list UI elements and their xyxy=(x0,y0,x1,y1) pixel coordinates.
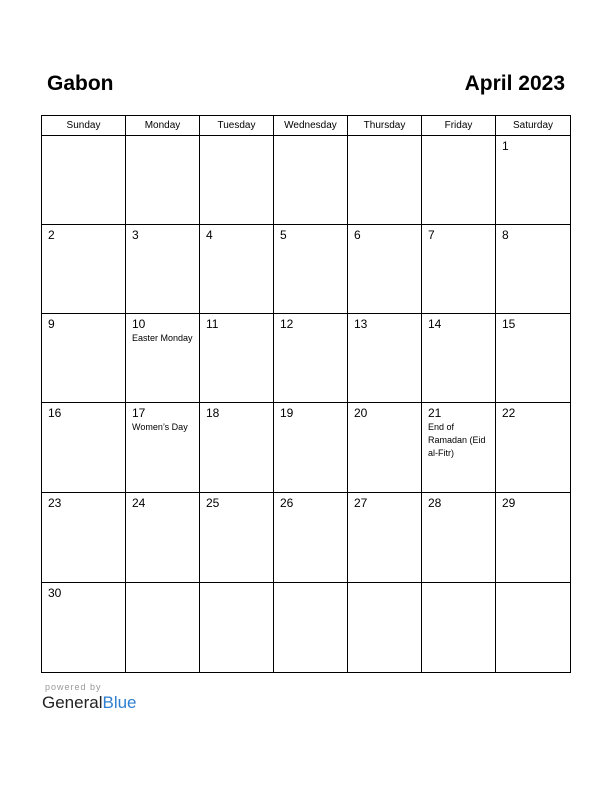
day-number: 13 xyxy=(354,317,368,331)
weekday-header-sunday: Sunday xyxy=(41,115,126,136)
day-cell xyxy=(274,583,348,673)
day-cell xyxy=(422,583,496,673)
day-number: 5 xyxy=(280,228,287,242)
day-number: 2 xyxy=(48,228,55,242)
day-number: 30 xyxy=(48,586,62,600)
day-number: 10 xyxy=(132,317,146,331)
day-cell xyxy=(126,583,200,673)
day-cell xyxy=(274,314,348,403)
day-number: 24 xyxy=(132,496,146,510)
day-cell xyxy=(41,136,126,225)
generalblue-logo xyxy=(42,693,137,713)
country-title: Gabon xyxy=(47,72,114,95)
day-cell xyxy=(496,136,571,225)
day-number: 26 xyxy=(280,496,294,510)
day-cell xyxy=(126,403,200,493)
day-cell xyxy=(422,403,496,493)
day-cell xyxy=(126,314,200,403)
day-number: 14 xyxy=(428,317,442,331)
day-number: 7 xyxy=(428,228,435,242)
day-number: 4 xyxy=(206,228,213,242)
day-cell xyxy=(348,314,422,403)
day-cell xyxy=(348,136,422,225)
weekday-header-saturday: Saturday xyxy=(496,115,571,136)
weekday-header-thursday: Thursday xyxy=(348,115,422,136)
weekday-header-wednesday: Wednesday xyxy=(274,115,348,136)
holiday-label: Women’s Day xyxy=(132,422,188,432)
day-cell xyxy=(274,403,348,493)
day-cell xyxy=(496,314,571,403)
day-cell xyxy=(496,583,571,673)
day-number: 6 xyxy=(354,228,361,242)
day-number: 25 xyxy=(206,496,220,510)
day-number: 11 xyxy=(206,317,219,331)
day-cell xyxy=(348,493,422,583)
day-cell xyxy=(41,225,126,314)
day-cell xyxy=(348,225,422,314)
day-number: 17 xyxy=(132,406,146,420)
day-cell xyxy=(274,136,348,225)
day-cell xyxy=(496,225,571,314)
day-number: 16 xyxy=(48,406,62,420)
weekday-header-monday: Monday xyxy=(126,115,200,136)
day-cell xyxy=(41,314,126,403)
day-cell xyxy=(200,136,274,225)
powered-by-label: powered by xyxy=(45,682,102,692)
holiday-label: End of Ramadan (Eid al-Fitr) xyxy=(428,422,486,458)
day-cell xyxy=(422,225,496,314)
day-cell xyxy=(126,136,200,225)
day-cell xyxy=(348,583,422,673)
weekday-header-friday: Friday xyxy=(422,115,496,136)
month-title: April 2023 xyxy=(464,72,565,95)
day-number: 28 xyxy=(428,496,442,510)
day-cell xyxy=(422,314,496,403)
day-cell xyxy=(126,493,200,583)
day-cell xyxy=(422,136,496,225)
logo-text-general: General xyxy=(42,693,103,712)
day-cell xyxy=(200,225,274,314)
day-number: 9 xyxy=(48,317,55,331)
day-cell xyxy=(274,493,348,583)
day-cell xyxy=(41,493,126,583)
day-cell xyxy=(348,403,422,493)
day-cell xyxy=(41,403,126,493)
logo-text-blue: Blue xyxy=(102,693,137,712)
day-number: 3 xyxy=(132,228,139,242)
day-number: 18 xyxy=(206,406,220,420)
day-number: 22 xyxy=(502,406,516,420)
day-cell xyxy=(496,493,571,583)
day-cell xyxy=(200,403,274,493)
day-cell xyxy=(126,225,200,314)
day-cell xyxy=(41,583,126,673)
day-number: 29 xyxy=(502,496,516,510)
day-number: 15 xyxy=(502,317,516,331)
day-number: 23 xyxy=(48,496,62,510)
day-number: 19 xyxy=(280,406,294,420)
day-number: 27 xyxy=(354,496,368,510)
day-number: 12 xyxy=(280,317,294,331)
day-cell xyxy=(422,493,496,583)
day-cell xyxy=(200,493,274,583)
day-cell xyxy=(200,583,274,673)
weekday-header-tuesday: Tuesday xyxy=(200,115,274,136)
calendar-grid xyxy=(41,115,571,674)
day-number: 8 xyxy=(502,228,509,242)
day-number: 21 xyxy=(428,406,442,420)
day-cell xyxy=(496,403,571,493)
day-number: 1 xyxy=(502,139,509,153)
day-number: 20 xyxy=(354,406,368,420)
day-cell xyxy=(274,225,348,314)
day-cell xyxy=(200,314,274,403)
holiday-label: Easter Monday xyxy=(132,333,193,343)
